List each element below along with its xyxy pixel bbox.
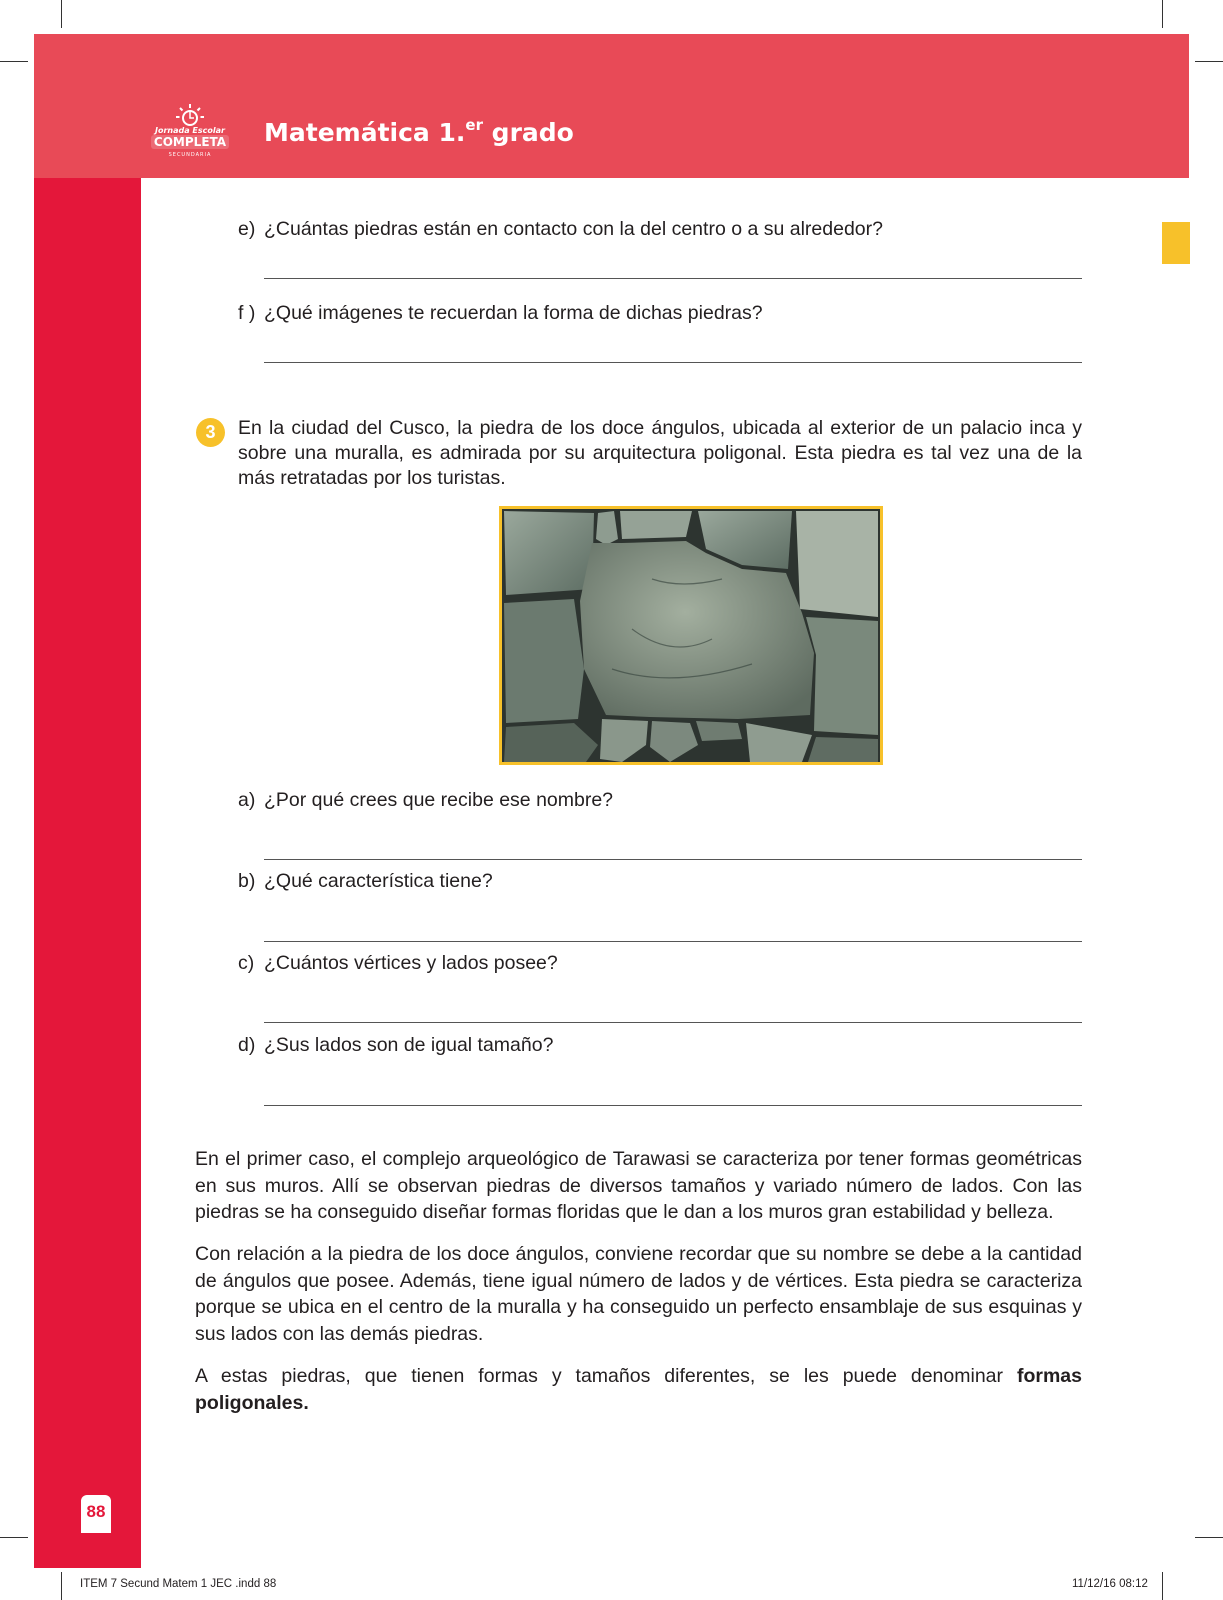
yellow-side-tab	[1162, 222, 1190, 264]
print-slug-timestamp: 11/12/16 08:12	[1072, 1578, 1148, 1590]
crop-mark	[1162, 1572, 1163, 1600]
crop-mark	[0, 1537, 28, 1538]
answer-line[interactable]	[264, 362, 1082, 363]
answer-line[interactable]	[264, 941, 1082, 942]
answer-line[interactable]	[264, 1022, 1082, 1023]
question-d: d) ¿Sus lados son de igual tamaño?	[238, 1034, 554, 1056]
crop-mark	[1195, 61, 1223, 62]
twelve-angle-stone-photo	[499, 506, 883, 765]
svg-text:COMPLETA: COMPLETA	[153, 135, 227, 149]
answer-line[interactable]	[264, 1105, 1082, 1106]
answer-line[interactable]	[264, 859, 1082, 860]
print-slug-filename: ITEM 7 Secund Matem 1 JEC .indd 88	[80, 1578, 277, 1590]
exercise-number-badge: 3	[196, 418, 225, 447]
page-number: 88	[81, 1495, 111, 1533]
crop-mark	[1162, 0, 1163, 28]
svg-text:SECUNDARIA: SECUNDARIA	[168, 152, 212, 158]
crop-mark	[61, 1572, 62, 1600]
paragraph-tarawasi: En el primer caso, el complejo arqueológico de Tarawasi se caracteriza por tener formas geométricas en sus muros. Allí se observan piedras de diversos tamaños y variado número de lados. Con las piedras se ha conseguido diseñar formas floridas que le dan a los muros gran estabilidad y belleza.	[195, 1148, 1082, 1223]
paragraph-twelve-angle-stone: Con relación a la piedra de los doce ángulos, conviene recordar que su nombre se debe a la cantidad de ángulos que posee. Además, tiene igual número de lados y de vértices. Esta piedra se caracteriza porque se ubica en el centro de la muralla y ha conseguido un perfecto ensamblaje de sus esquinas y sus lados con las demás piedras.	[195, 1243, 1082, 1345]
crop-mark	[1195, 1537, 1223, 1538]
svg-text:Jornada Escolar: Jornada Escolar	[155, 126, 225, 135]
left-color-strip	[34, 178, 141, 1568]
question-b: b) ¿Qué característica tiene?	[238, 870, 493, 892]
page-header-title: Matemática 1.$^{er}$ grado	[264, 116, 574, 147]
crop-mark	[0, 61, 28, 62]
crop-mark	[61, 0, 62, 28]
question-a: a) ¿Por qué crees que recibe ese nombre?	[238, 789, 614, 811]
question-c: c) ¿Cuántos vértices y lados posee?	[238, 952, 558, 974]
question-f: f ) ¿Qué imágenes te recuerdan la forma de dichas piedras?	[238, 302, 763, 324]
jornada-escolar-logo	[145, 100, 235, 160]
paragraph-polygonal-forms: A estas piedras, que tienen formas y tamaños diferentes, se les puede denominar formas poligonales.	[195, 1365, 1082, 1414]
exercise-3-statement: En la ciudad del Cusco, la piedra de los doce ángulos, ubicada al exterior de un palacio inca y sobre una muralla, es admirada por su arquitectura poligonal. Esta piedra es tal vez una de la más retratadas por los turistas.	[238, 417, 1082, 489]
question-e: e) ¿Cuántas piedras están en contacto con la del centro o a su alrededor?	[238, 218, 883, 240]
answer-line[interactable]	[264, 278, 1082, 279]
